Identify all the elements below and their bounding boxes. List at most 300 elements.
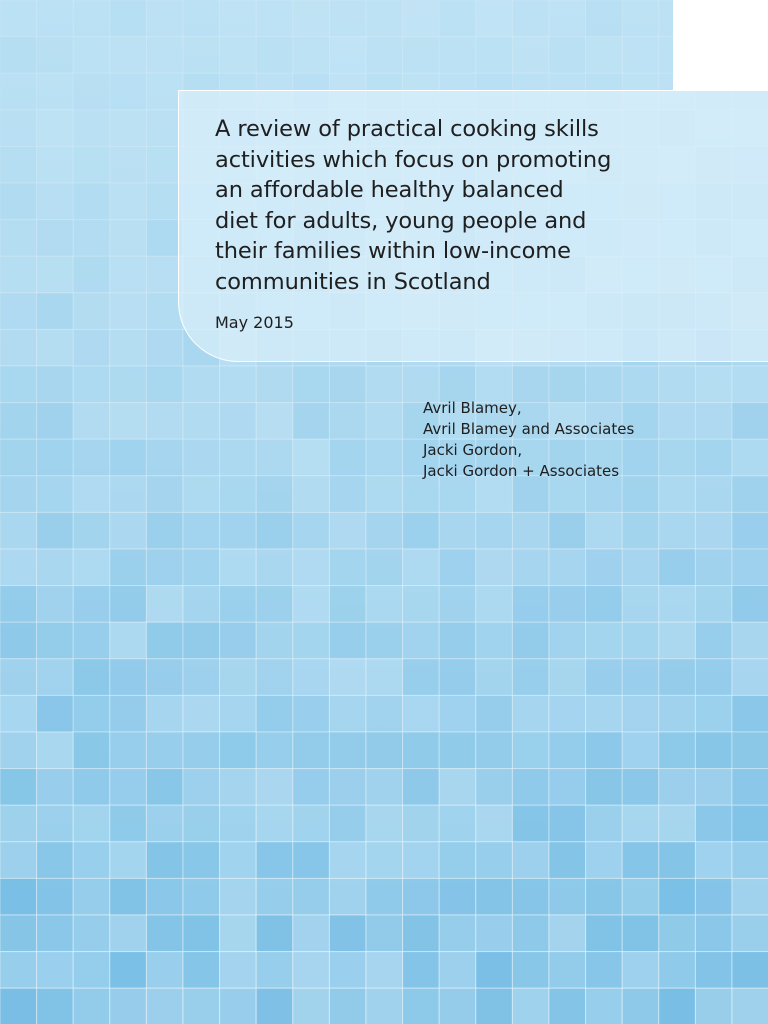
mosaic-tile bbox=[73, 512, 110, 549]
mosaic-tile bbox=[732, 476, 768, 513]
mosaic-tile bbox=[256, 476, 293, 513]
publication-date: May 2015 bbox=[215, 313, 294, 332]
mosaic-tile bbox=[512, 732, 549, 769]
mosaic-tile bbox=[110, 732, 147, 769]
mosaic-tile bbox=[439, 805, 476, 842]
mosaic-tile bbox=[220, 915, 257, 952]
mosaic-tile bbox=[0, 110, 37, 147]
mosaic-tile bbox=[403, 988, 440, 1024]
mosaic-tile bbox=[732, 915, 768, 952]
mosaic-tile bbox=[256, 403, 293, 440]
author-list bbox=[423, 398, 634, 482]
mosaic-tile bbox=[110, 73, 147, 110]
mosaic-tile bbox=[293, 476, 330, 513]
mosaic-tile bbox=[0, 695, 37, 732]
mosaic-tile bbox=[73, 952, 110, 989]
mosaic-tile bbox=[37, 952, 74, 989]
mosaic-tile bbox=[73, 695, 110, 732]
mosaic-tile bbox=[110, 695, 147, 732]
mosaic-tile bbox=[183, 695, 220, 732]
mosaic-tile bbox=[146, 659, 183, 696]
mosaic-tile bbox=[695, 952, 732, 989]
mosaic-tile bbox=[732, 659, 768, 696]
mosaic-tile bbox=[146, 403, 183, 440]
mosaic-tile bbox=[329, 878, 366, 915]
mosaic-tile bbox=[256, 37, 293, 74]
title-line: activities which focus on promoting bbox=[215, 146, 612, 173]
mosaic-tile bbox=[329, 476, 366, 513]
mosaic-tile bbox=[110, 512, 147, 549]
mosaic-tile bbox=[183, 476, 220, 513]
mosaic-tile bbox=[695, 659, 732, 696]
mosaic-tile bbox=[512, 805, 549, 842]
mosaic-tile bbox=[220, 403, 257, 440]
mosaic-tile bbox=[256, 878, 293, 915]
mosaic-tile bbox=[256, 659, 293, 696]
mosaic-tile bbox=[732, 732, 768, 769]
mosaic-tile bbox=[439, 622, 476, 659]
mosaic-tile bbox=[476, 549, 513, 586]
mosaic-tile bbox=[622, 695, 659, 732]
mosaic-tile bbox=[403, 586, 440, 623]
mosaic-tile bbox=[146, 695, 183, 732]
mosaic-tile bbox=[0, 37, 37, 74]
mosaic-tile bbox=[37, 146, 74, 183]
mosaic-tile bbox=[183, 842, 220, 879]
mosaic-tile bbox=[329, 732, 366, 769]
mosaic-tile bbox=[0, 878, 37, 915]
mosaic-tile bbox=[110, 293, 147, 330]
mosaic-tile bbox=[37, 256, 74, 293]
mosaic-tile bbox=[366, 512, 403, 549]
mosaic-tile bbox=[366, 586, 403, 623]
mosaic-tile bbox=[110, 659, 147, 696]
mosaic-tile bbox=[476, 622, 513, 659]
mosaic-tile bbox=[293, 988, 330, 1024]
mosaic-tile bbox=[439, 769, 476, 806]
mosaic-tile bbox=[695, 805, 732, 842]
mosaic-tile bbox=[220, 439, 257, 476]
mosaic-tile bbox=[183, 952, 220, 989]
mosaic-tile bbox=[146, 622, 183, 659]
mosaic-tile bbox=[0, 0, 37, 37]
mosaic-tile bbox=[622, 952, 659, 989]
mosaic-tile bbox=[110, 549, 147, 586]
mosaic-tile bbox=[73, 988, 110, 1024]
mosaic-tile bbox=[37, 805, 74, 842]
mosaic-tile bbox=[73, 805, 110, 842]
mosaic-tile bbox=[0, 549, 37, 586]
mosaic-tile bbox=[329, 695, 366, 732]
mosaic-tile bbox=[110, 769, 147, 806]
mosaic-tile bbox=[110, 183, 147, 220]
mosaic-tile bbox=[586, 695, 623, 732]
mosaic-tile bbox=[695, 403, 732, 440]
mosaic-tile bbox=[476, 0, 513, 37]
mosaic-tile bbox=[622, 805, 659, 842]
mosaic-tile bbox=[73, 622, 110, 659]
mosaic-tile bbox=[73, 37, 110, 74]
mosaic-tile bbox=[586, 586, 623, 623]
mosaic-tile bbox=[256, 695, 293, 732]
mosaic-tile bbox=[549, 37, 586, 74]
mosaic-tile bbox=[695, 439, 732, 476]
mosaic-tile bbox=[37, 695, 74, 732]
mosaic-tile bbox=[183, 0, 220, 37]
mosaic-tile bbox=[659, 659, 696, 696]
mosaic-tile bbox=[183, 549, 220, 586]
mosaic-tile bbox=[110, 256, 147, 293]
mosaic-tile bbox=[293, 659, 330, 696]
mosaic-tile bbox=[622, 549, 659, 586]
mosaic-tile bbox=[586, 769, 623, 806]
mosaic-tile bbox=[366, 952, 403, 989]
title-line: communities in Scotland bbox=[215, 268, 491, 295]
mosaic-tile bbox=[73, 329, 110, 366]
mosaic-tile bbox=[476, 988, 513, 1024]
mosaic-tile bbox=[329, 769, 366, 806]
mosaic-tile bbox=[293, 0, 330, 37]
mosaic-tile bbox=[256, 586, 293, 623]
mosaic-tile bbox=[110, 37, 147, 74]
mosaic-tile bbox=[0, 329, 37, 366]
mosaic-tile bbox=[220, 769, 257, 806]
mosaic-tile bbox=[183, 403, 220, 440]
mosaic-tile bbox=[329, 805, 366, 842]
mosaic-tile bbox=[37, 476, 74, 513]
mosaic-tile bbox=[293, 549, 330, 586]
mosaic-tile bbox=[476, 915, 513, 952]
mosaic-tile bbox=[73, 769, 110, 806]
mosaic-tile bbox=[732, 549, 768, 586]
mosaic-tile bbox=[146, 0, 183, 37]
mosaic-tile bbox=[329, 988, 366, 1024]
mosaic-tile bbox=[512, 988, 549, 1024]
mosaic-tile bbox=[256, 549, 293, 586]
mosaic-tile bbox=[329, 0, 366, 37]
mosaic-tile bbox=[0, 659, 37, 696]
mosaic-tile bbox=[146, 329, 183, 366]
mosaic-tile bbox=[183, 988, 220, 1024]
mosaic-tile bbox=[293, 842, 330, 879]
mosaic-tile bbox=[549, 952, 586, 989]
mosaic-tile bbox=[586, 842, 623, 879]
mosaic-tile bbox=[622, 37, 659, 74]
mosaic-tile bbox=[695, 878, 732, 915]
mosaic-tile bbox=[512, 952, 549, 989]
mosaic-tile bbox=[732, 695, 768, 732]
mosaic-tile bbox=[0, 366, 37, 403]
mosaic-tile bbox=[256, 988, 293, 1024]
author-affiliation: Avril Blamey and Associates bbox=[423, 420, 635, 438]
mosaic-tile bbox=[403, 915, 440, 952]
title-line: an affordable healthy balanced bbox=[215, 177, 564, 203]
mosaic-tile bbox=[293, 952, 330, 989]
mosaic-tile bbox=[220, 659, 257, 696]
mosaic-tile bbox=[586, 878, 623, 915]
mosaic-tile bbox=[183, 805, 220, 842]
mosaic-tile bbox=[695, 512, 732, 549]
mosaic-tile bbox=[586, 805, 623, 842]
mosaic-tile bbox=[0, 915, 37, 952]
mosaic-tile bbox=[220, 988, 257, 1024]
mosaic-tile bbox=[293, 732, 330, 769]
mosaic-tile bbox=[403, 878, 440, 915]
mosaic-tile bbox=[37, 622, 74, 659]
mosaic-tile bbox=[183, 512, 220, 549]
mosaic-tile bbox=[695, 988, 732, 1024]
mosaic-tile bbox=[110, 915, 147, 952]
mosaic-tile bbox=[439, 37, 476, 74]
mosaic-tile bbox=[732, 878, 768, 915]
mosaic-tile bbox=[476, 695, 513, 732]
mosaic-tile bbox=[476, 878, 513, 915]
mosaic-tile bbox=[220, 549, 257, 586]
mosaic-tile bbox=[549, 512, 586, 549]
mosaic-tile bbox=[293, 512, 330, 549]
mosaic-tile bbox=[146, 842, 183, 879]
mosaic-tile bbox=[366, 439, 403, 476]
mosaic-tile bbox=[439, 988, 476, 1024]
mosaic-tile bbox=[256, 769, 293, 806]
mosaic-tile bbox=[659, 549, 696, 586]
mosaic-tile bbox=[37, 769, 74, 806]
mosaic-tile bbox=[110, 952, 147, 989]
mosaic-tile bbox=[0, 512, 37, 549]
mosaic-tile bbox=[37, 988, 74, 1024]
mosaic-tile bbox=[37, 366, 74, 403]
mosaic-tile bbox=[37, 915, 74, 952]
mosaic-tile bbox=[37, 73, 74, 110]
mosaic-tile bbox=[110, 805, 147, 842]
mosaic-tile bbox=[0, 988, 37, 1024]
mosaic-tile bbox=[37, 512, 74, 549]
mosaic-tile bbox=[73, 659, 110, 696]
mosaic-tile bbox=[329, 622, 366, 659]
mosaic-tile bbox=[329, 439, 366, 476]
mosaic-tile bbox=[586, 659, 623, 696]
mosaic-tile bbox=[549, 622, 586, 659]
mosaic-tile bbox=[73, 183, 110, 220]
mosaic-tile bbox=[146, 37, 183, 74]
mosaic-tile bbox=[476, 769, 513, 806]
mosaic-tile bbox=[293, 403, 330, 440]
mosaic-tile bbox=[622, 769, 659, 806]
mosaic-tile bbox=[110, 403, 147, 440]
mosaic-tile bbox=[329, 366, 366, 403]
mosaic-tile bbox=[37, 549, 74, 586]
mosaic-tile bbox=[439, 842, 476, 879]
mosaic-tile bbox=[110, 146, 147, 183]
mosaic-tile bbox=[0, 952, 37, 989]
mosaic-tile bbox=[512, 622, 549, 659]
mosaic-tile bbox=[146, 512, 183, 549]
mosaic-tile bbox=[293, 805, 330, 842]
mosaic-tile bbox=[549, 915, 586, 952]
mosaic-tile bbox=[110, 110, 147, 147]
mosaic-tile bbox=[622, 586, 659, 623]
mosaic-tile bbox=[256, 732, 293, 769]
mosaic-tile bbox=[0, 183, 37, 220]
mosaic-tile bbox=[366, 366, 403, 403]
mosaic-tile bbox=[622, 878, 659, 915]
mosaic-tile bbox=[366, 622, 403, 659]
mosaic-tile bbox=[622, 988, 659, 1024]
mosaic-tile bbox=[146, 915, 183, 952]
mosaic-tile bbox=[0, 805, 37, 842]
mosaic-tile bbox=[73, 110, 110, 147]
mosaic-tile bbox=[659, 878, 696, 915]
mosaic-tile bbox=[549, 659, 586, 696]
mosaic-tile bbox=[73, 293, 110, 330]
mosaic-tile bbox=[476, 586, 513, 623]
mosaic-tile bbox=[183, 366, 220, 403]
mosaic-tile bbox=[329, 512, 366, 549]
mosaic-tile bbox=[512, 878, 549, 915]
mosaic-tile bbox=[549, 878, 586, 915]
mosaic-tile bbox=[220, 732, 257, 769]
mosaic-tile bbox=[110, 842, 147, 879]
mosaic-tile bbox=[476, 659, 513, 696]
mosaic-tile bbox=[183, 769, 220, 806]
mosaic-tile bbox=[476, 805, 513, 842]
mosaic-tile bbox=[110, 476, 147, 513]
mosaic-tile bbox=[293, 366, 330, 403]
mosaic-tile bbox=[220, 512, 257, 549]
mosaic-tile bbox=[695, 586, 732, 623]
mosaic-tile bbox=[659, 366, 696, 403]
mosaic-tile bbox=[366, 769, 403, 806]
mosaic-tile bbox=[659, 586, 696, 623]
mosaic-tile bbox=[0, 732, 37, 769]
mosaic-tile bbox=[439, 549, 476, 586]
mosaic-tile bbox=[659, 842, 696, 879]
mosaic-tile bbox=[549, 695, 586, 732]
mosaic-tile bbox=[659, 732, 696, 769]
mosaic-tile bbox=[73, 146, 110, 183]
mosaic-tile bbox=[476, 842, 513, 879]
mosaic-tile bbox=[0, 586, 37, 623]
mosaic-tile bbox=[146, 549, 183, 586]
mosaic-tile bbox=[512, 512, 549, 549]
mosaic-tile bbox=[622, 512, 659, 549]
mosaic-tile bbox=[146, 988, 183, 1024]
mosaic-tile bbox=[110, 220, 147, 257]
mosaic-tile bbox=[220, 952, 257, 989]
mosaic-tile bbox=[439, 952, 476, 989]
mosaic-tile bbox=[183, 659, 220, 696]
mosaic-tile bbox=[146, 439, 183, 476]
mosaic-tile bbox=[586, 915, 623, 952]
mosaic-tile bbox=[293, 769, 330, 806]
mosaic-tile bbox=[732, 952, 768, 989]
mosaic-tile bbox=[586, 0, 623, 37]
mosaic-tile bbox=[476, 952, 513, 989]
mosaic-tile bbox=[256, 915, 293, 952]
mosaic-tile bbox=[110, 439, 147, 476]
mosaic-tile bbox=[110, 0, 147, 37]
mosaic-tile bbox=[439, 695, 476, 732]
white-corner-block bbox=[673, 0, 768, 90]
mosaic-tile bbox=[329, 952, 366, 989]
mosaic-tile bbox=[256, 366, 293, 403]
mosaic-tile bbox=[549, 805, 586, 842]
mosaic-tile bbox=[403, 549, 440, 586]
mosaic-tile bbox=[403, 695, 440, 732]
title-line: diet for adults, young people and bbox=[215, 207, 587, 234]
mosaic-tile bbox=[732, 988, 768, 1024]
mosaic-tile bbox=[549, 0, 586, 37]
mosaic-tile bbox=[37, 110, 74, 147]
mosaic-tile bbox=[732, 769, 768, 806]
mosaic-tile bbox=[110, 988, 147, 1024]
mosaic-tile bbox=[732, 622, 768, 659]
mosaic-tile bbox=[439, 0, 476, 37]
mosaic-tile bbox=[622, 659, 659, 696]
title-line: A review of practical cooking skills bbox=[215, 116, 599, 142]
mosaic-tile bbox=[586, 622, 623, 659]
mosaic-tile bbox=[659, 512, 696, 549]
mosaic-tile bbox=[0, 403, 37, 440]
mosaic-tile bbox=[256, 952, 293, 989]
mosaic-tile bbox=[37, 293, 74, 330]
mosaic-tile bbox=[659, 988, 696, 1024]
mosaic-tile bbox=[110, 586, 147, 623]
mosaic-tile bbox=[695, 842, 732, 879]
mosaic-tile bbox=[0, 256, 37, 293]
mosaic-tile bbox=[220, 37, 257, 74]
mosaic-tile bbox=[293, 878, 330, 915]
mosaic-tile bbox=[146, 476, 183, 513]
mosaic-tile bbox=[366, 915, 403, 952]
mosaic-tile bbox=[73, 586, 110, 623]
mosaic-tile bbox=[549, 732, 586, 769]
mosaic-tile bbox=[110, 366, 147, 403]
mosaic-tile bbox=[586, 512, 623, 549]
mosaic-tile bbox=[37, 183, 74, 220]
mosaic-tile bbox=[366, 403, 403, 440]
mosaic-tile bbox=[403, 37, 440, 74]
mosaic-tile bbox=[220, 586, 257, 623]
mosaic-tile bbox=[695, 476, 732, 513]
mosaic-tile bbox=[220, 0, 257, 37]
mosaic-tile bbox=[366, 37, 403, 74]
mosaic-tile bbox=[512, 842, 549, 879]
mosaic-tile bbox=[476, 512, 513, 549]
mosaic-tile bbox=[256, 439, 293, 476]
mosaic-tile bbox=[659, 805, 696, 842]
mosaic-tile bbox=[146, 805, 183, 842]
mosaic-tile bbox=[293, 622, 330, 659]
mosaic-tile bbox=[403, 842, 440, 879]
mosaic-tile bbox=[586, 952, 623, 989]
mosaic-tile bbox=[549, 842, 586, 879]
mosaic-tile bbox=[695, 695, 732, 732]
mosaic-tile bbox=[439, 659, 476, 696]
mosaic-tile bbox=[293, 915, 330, 952]
mosaic-tile bbox=[366, 695, 403, 732]
mosaic-tile bbox=[512, 586, 549, 623]
mosaic-tile bbox=[73, 220, 110, 257]
mosaic-tile bbox=[73, 0, 110, 37]
mosaic-tile bbox=[366, 659, 403, 696]
mosaic-tile bbox=[439, 732, 476, 769]
mosaic-tile bbox=[73, 73, 110, 110]
mosaic-tile bbox=[622, 732, 659, 769]
mosaic-tile bbox=[659, 695, 696, 732]
mosaic-tile bbox=[732, 366, 768, 403]
mosaic-tile bbox=[695, 732, 732, 769]
